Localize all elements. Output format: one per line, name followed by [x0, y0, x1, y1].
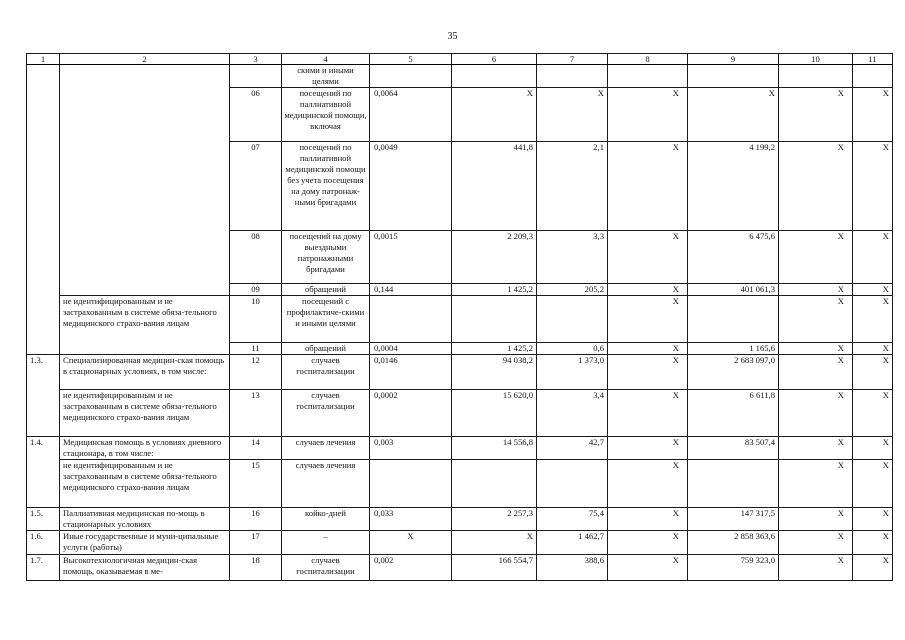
col-header: 4	[282, 54, 370, 65]
col-header: 10	[779, 54, 853, 65]
value-cell: 1 425,2	[452, 343, 537, 355]
value-cell: X	[853, 296, 893, 343]
row-code-cell: 13	[230, 390, 282, 437]
value-cell: 401 061,3	[688, 284, 779, 296]
value-cell	[537, 296, 608, 343]
value-cell: X	[853, 142, 893, 231]
table-row	[27, 390, 893, 437]
page-number: 35	[447, 31, 458, 42]
table-row	[27, 555, 893, 581]
value-cell: 1 373,0	[537, 355, 608, 390]
value-cell: X	[779, 231, 853, 284]
value-cell: 6 611,8	[688, 390, 779, 437]
value-cell: 6 475,6	[688, 231, 779, 284]
value-cell: X	[608, 555, 688, 581]
value-cell	[370, 460, 452, 508]
value-cell: X	[779, 508, 853, 531]
value-cell	[537, 460, 608, 508]
value-cell: 3,3	[537, 231, 608, 284]
unit-cell: обращений	[282, 284, 370, 296]
value-cell: 441,8	[452, 142, 537, 231]
category-cell: не идентифицированным и не застрахованным в системе обяза-тельного медицинского страхо-вания лицам	[60, 460, 230, 508]
unit-cell: случаев госпитализации	[282, 555, 370, 581]
value-cell	[688, 296, 779, 343]
value-cell: X	[608, 355, 688, 390]
row-code-cell: 16	[230, 508, 282, 531]
value-cell: 205,2	[537, 284, 608, 296]
category-cell: Высокотехнологичная медицин-ская помощь, оказываемая в ме-	[60, 555, 230, 581]
value-cell: X	[779, 460, 853, 508]
unit-cell: случаев лечения	[282, 437, 370, 460]
value-cell	[688, 65, 779, 88]
column-numbers-row	[27, 54, 893, 65]
value-cell: 0,003	[370, 437, 452, 460]
value-cell: 1 462,7	[537, 531, 608, 555]
unit-cell: обращений	[282, 343, 370, 355]
value-cell: 15 620,0	[452, 390, 537, 437]
category-cell: не идентифицированным и не застрахованным в системе обяза-тельного медицинского страхо-вания лицам	[60, 296, 230, 355]
col-header: 6	[452, 54, 537, 65]
table-row	[27, 508, 893, 531]
category-cell: не идентифицированным и не застрахованным в системе обяза-тельного медицинского страхо-вания лицам	[60, 390, 230, 437]
row-code-cell: 14	[230, 437, 282, 460]
row-code-cell	[230, 65, 282, 88]
value-cell: X	[608, 531, 688, 555]
table-row	[27, 296, 893, 343]
value-cell	[370, 65, 452, 88]
value-cell: X	[779, 437, 853, 460]
value-cell: 0,002	[370, 555, 452, 581]
category-cell: Специализированная медицин-ская помощь в стационарных условиях, в том числе:	[60, 355, 230, 390]
value-cell: X	[853, 355, 893, 390]
value-cell: X	[608, 284, 688, 296]
value-cell: 1 425,2	[452, 284, 537, 296]
value-cell	[779, 65, 853, 88]
value-cell: 0,033	[370, 508, 452, 531]
value-cell: X	[779, 390, 853, 437]
value-cell: X	[853, 390, 893, 437]
value-cell: 3,4	[537, 390, 608, 437]
value-cell: X	[452, 88, 537, 142]
value-cell: X	[608, 437, 688, 460]
value-cell	[608, 65, 688, 88]
value-cell: 42,7	[537, 437, 608, 460]
col-header: 7	[537, 54, 608, 65]
value-cell: 2,1	[537, 142, 608, 231]
value-cell: X	[853, 231, 893, 284]
table-row	[27, 355, 893, 390]
category-cell: Паллиативная медицинская по-мощь в стационарных условиях	[60, 508, 230, 531]
value-cell: 75,4	[537, 508, 608, 531]
row-code-cell: 10	[230, 296, 282, 343]
row-code-cell: 12	[230, 355, 282, 390]
value-cell: 0,0146	[370, 355, 452, 390]
value-cell: X	[779, 555, 853, 581]
value-cell: X	[370, 531, 452, 555]
value-cell: 83 507,4	[688, 437, 779, 460]
value-cell: 4 199,2	[688, 142, 779, 231]
value-cell: X	[779, 296, 853, 343]
value-cell	[370, 296, 452, 343]
value-cell: X	[688, 88, 779, 142]
value-cell: 1 165,6	[688, 343, 779, 355]
value-cell: X	[853, 343, 893, 355]
value-cell: X	[608, 88, 688, 142]
value-cell: X	[779, 531, 853, 555]
category-cell: Иные государственные и муни-ципальные услуги (работы)	[60, 531, 230, 555]
value-cell: 2 858 363,6	[688, 531, 779, 555]
section-number-cell: 1.4.	[27, 437, 60, 508]
value-cell	[452, 65, 537, 88]
col-header: 3	[230, 54, 282, 65]
value-cell: 0,0015	[370, 231, 452, 284]
unit-cell: посещений с профилактиче-скими и иными целями	[282, 296, 370, 343]
value-cell: X	[853, 284, 893, 296]
unit-cell: посещений на дому выездными патронажными бригадами	[282, 231, 370, 284]
row-code-cell: 17	[230, 531, 282, 555]
value-cell: X	[853, 460, 893, 508]
unit-cell: случаев госпитализации	[282, 355, 370, 390]
section-number-cell: 1.7.	[27, 555, 60, 581]
value-cell: X	[608, 390, 688, 437]
unit-cell: случаев лечения	[282, 460, 370, 508]
value-cell: X	[779, 142, 853, 231]
table-row	[27, 65, 893, 88]
unit-cell: –	[282, 531, 370, 555]
value-cell: X	[853, 437, 893, 460]
section-number-cell: 1.5.	[27, 508, 60, 531]
value-cell	[452, 296, 537, 343]
value-cell: 0,6	[537, 343, 608, 355]
table-row	[27, 531, 893, 555]
value-cell: X	[452, 531, 537, 555]
value-cell: 0,144	[370, 284, 452, 296]
value-cell: X	[779, 343, 853, 355]
col-header: 5	[370, 54, 452, 65]
unit-cell: посещений по паллиативной медицинской помощи, включая	[282, 88, 370, 142]
section-number-cell: 1.6.	[27, 531, 60, 555]
table-row	[27, 437, 893, 460]
value-cell: 759 323,0	[688, 555, 779, 581]
value-cell: X	[608, 142, 688, 231]
value-cell: X	[853, 531, 893, 555]
value-cell: X	[608, 296, 688, 343]
value-cell: 0,0002	[370, 390, 452, 437]
value-cell: X	[537, 88, 608, 142]
value-cell: X	[779, 88, 853, 142]
row-code-cell: 07	[230, 142, 282, 231]
value-cell: X	[779, 284, 853, 296]
unit-cell: скими и иными целями	[282, 65, 370, 88]
col-header: 11	[853, 54, 893, 65]
value-cell	[853, 65, 893, 88]
value-cell: 94 038,2	[452, 355, 537, 390]
row-code-cell: 08	[230, 231, 282, 284]
value-cell: 147 317,5	[688, 508, 779, 531]
budget-table	[26, 53, 893, 581]
unit-cell: посещений по паллиативной медицинской помощи без учета посещения на дому патронаж-ными бригадами	[282, 142, 370, 231]
value-cell: X	[608, 343, 688, 355]
row-code-cell: 09	[230, 284, 282, 296]
col-header: 8	[608, 54, 688, 65]
value-cell	[537, 65, 608, 88]
value-cell	[688, 460, 779, 508]
value-cell: X	[853, 508, 893, 531]
unit-cell: случаев госпитализации	[282, 390, 370, 437]
value-cell: X	[853, 555, 893, 581]
col-header: 9	[688, 54, 779, 65]
category-cell	[60, 65, 230, 296]
value-cell: 14 556,8	[452, 437, 537, 460]
value-cell: X	[779, 355, 853, 390]
unit-cell: койко-дней	[282, 508, 370, 531]
value-cell: 0,0004	[370, 343, 452, 355]
value-cell: 166 554,7	[452, 555, 537, 581]
row-code-cell: 18	[230, 555, 282, 581]
row-code-cell: 11	[230, 343, 282, 355]
value-cell: X	[608, 460, 688, 508]
section-number-cell	[27, 65, 60, 355]
value-cell: 2 683 097,0	[688, 355, 779, 390]
col-header: 1	[27, 54, 60, 65]
value-cell: 2 209,3	[452, 231, 537, 284]
value-cell: X	[608, 231, 688, 284]
value-cell: X	[608, 508, 688, 531]
section-number-cell: 1.3.	[27, 355, 60, 437]
value-cell: 0,0049	[370, 142, 452, 231]
row-code-cell: 06	[230, 88, 282, 142]
table-row	[27, 460, 893, 508]
value-cell: 0,0064	[370, 88, 452, 142]
value-cell: 2 257,3	[452, 508, 537, 531]
row-code-cell: 15	[230, 460, 282, 508]
category-cell: Медицинская помощь в условиях дневного стационара, в том числе:	[60, 437, 230, 460]
value-cell: X	[853, 88, 893, 142]
value-cell	[452, 460, 537, 508]
col-header: 2	[60, 54, 230, 65]
value-cell: 388,6	[537, 555, 608, 581]
